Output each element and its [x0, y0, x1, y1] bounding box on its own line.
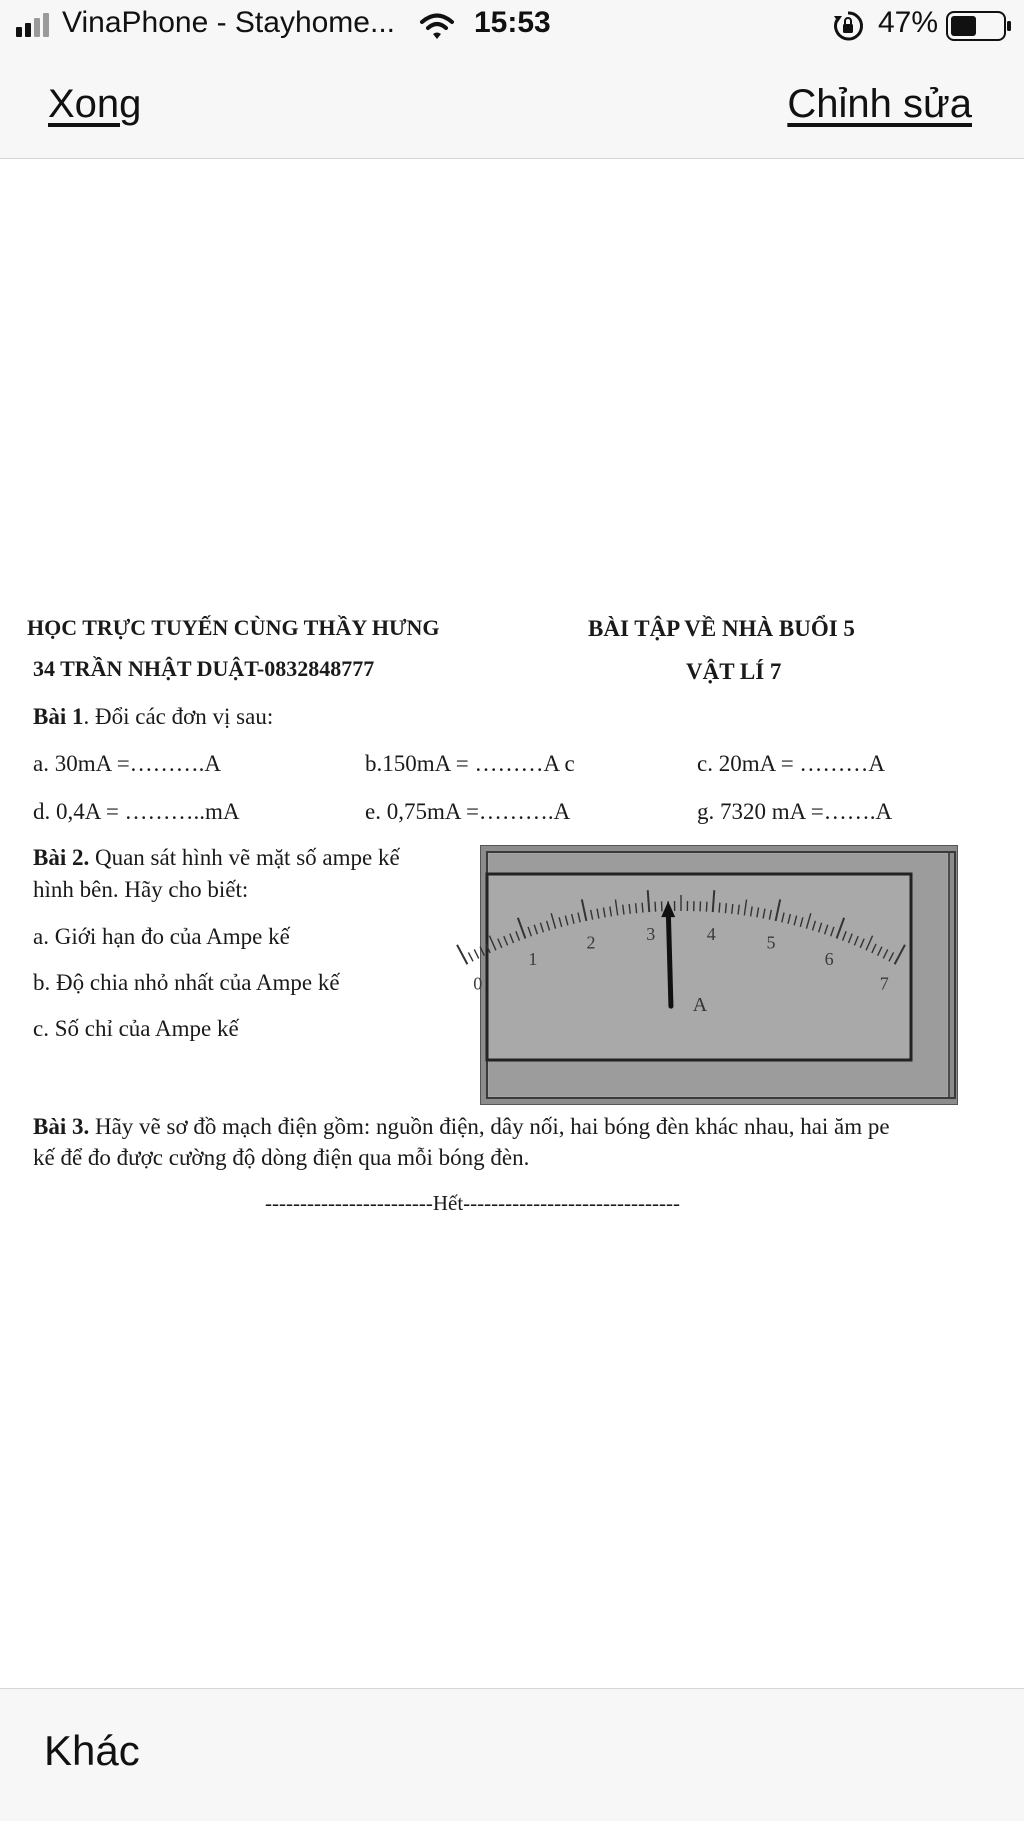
- bai3-line1: Hãy vẽ sơ đồ mạch điện gồm: nguồn điện, dây nối, hai bóng đèn khác nhau, hai ăm pe: [89, 1114, 889, 1139]
- bai1-label: Bài 1: [33, 704, 83, 729]
- done-button[interactable]: Xong: [48, 82, 141, 127]
- bottom-toolbar: [0, 1688, 1024, 1821]
- bai3-heading: [33, 1114, 890, 1140]
- scale-tick: [725, 903, 726, 913]
- header-school: HỌC TRỰC TUYẾN CÙNG THẦY HƯNG: [27, 615, 440, 641]
- scale-label: 0: [473, 974, 482, 994]
- scale-tick: [474, 949, 478, 958]
- header-subject: VẬT LÍ 7: [686, 659, 781, 685]
- bai1-item-c: c. 20mA = ………A: [697, 751, 885, 777]
- document-preview: [0, 159, 1024, 1689]
- carrier-name: VinaPhone - Stayhome...: [62, 6, 395, 40]
- bai2-item-a: a. Giới hạn đo của Ampe kế: [33, 924, 290, 950]
- scale-tick: [457, 945, 467, 964]
- edit-button[interactable]: Chỉnh sửa: [787, 82, 972, 127]
- scale-tick: [642, 903, 643, 913]
- bai2-item-c: c. Số chỉ của Ampe kế: [33, 1016, 239, 1042]
- status-bar: [0, 0, 1024, 52]
- end-marker: ------------------------Hết-------------------------------: [265, 1191, 680, 1216]
- bai1-item-g: g. 7320 mA =…….A: [697, 799, 892, 825]
- bai1-item-a: a. 30mA =……….A: [33, 751, 221, 777]
- ammeter-needle: [668, 911, 671, 1006]
- bai2-line1: Quan sát hình vẽ mặt số ampe kế: [89, 845, 399, 870]
- bai2-label: Bài 2.: [33, 845, 89, 870]
- scale-tick: [636, 903, 637, 913]
- bai1-title: . Đổi các đơn vị sau:: [83, 704, 273, 729]
- header-assignment-title: BÀI TẬP VỀ NHÀ BUỔI 5: [588, 616, 855, 642]
- scale-tick: [706, 902, 707, 912]
- scale-tick: [655, 902, 656, 912]
- more-button[interactable]: Khác: [44, 1727, 140, 1775]
- bai2-heading: [33, 845, 400, 871]
- scale-label: 6: [825, 949, 834, 969]
- header-address: 34 TRẦN NHẬT DUẬT-0832848777: [33, 656, 374, 682]
- ammeter-dial: [481, 846, 957, 1104]
- signal-icon: [16, 13, 56, 37]
- nav-bar: [0, 52, 1024, 159]
- bai1-item-e: e. 0,75mA =……….A: [365, 799, 570, 825]
- ammeter-unit: A: [693, 994, 708, 1016]
- orientation-lock-icon: [832, 10, 864, 42]
- scale-tick: [719, 903, 720, 913]
- scale-label: 3: [646, 924, 655, 944]
- clock: 15:53: [474, 6, 551, 40]
- battery-percentage: 47%: [878, 6, 938, 40]
- scale-label: 2: [586, 932, 595, 952]
- scale-tick: [480, 947, 484, 956]
- battery-icon: [946, 11, 1012, 41]
- bai1-item-b: b.150mA = ………A c: [365, 751, 575, 777]
- bai1-item-d: d. 0,4A = ………..mA: [33, 799, 240, 825]
- bai3-line2: kế để đo được cường độ dòng điện qua mỗi bóng đèn.: [33, 1145, 529, 1171]
- ammeter-figure: [480, 845, 958, 1105]
- bai1-heading: [33, 704, 273, 730]
- scale-label: 1: [528, 949, 537, 969]
- bai2-line2: hình bên. Hãy cho biết:: [33, 877, 248, 903]
- wifi-icon: [420, 12, 454, 40]
- bai3-label: Bài 3.: [33, 1114, 89, 1139]
- scale-tick: [468, 952, 473, 961]
- scale-label: 5: [767, 932, 776, 952]
- bai2-item-b: b. Độ chia nhỏ nhất của Ampe kế: [33, 970, 340, 996]
- scale-label: 4: [707, 924, 716, 944]
- scale-label: 7: [880, 974, 889, 994]
